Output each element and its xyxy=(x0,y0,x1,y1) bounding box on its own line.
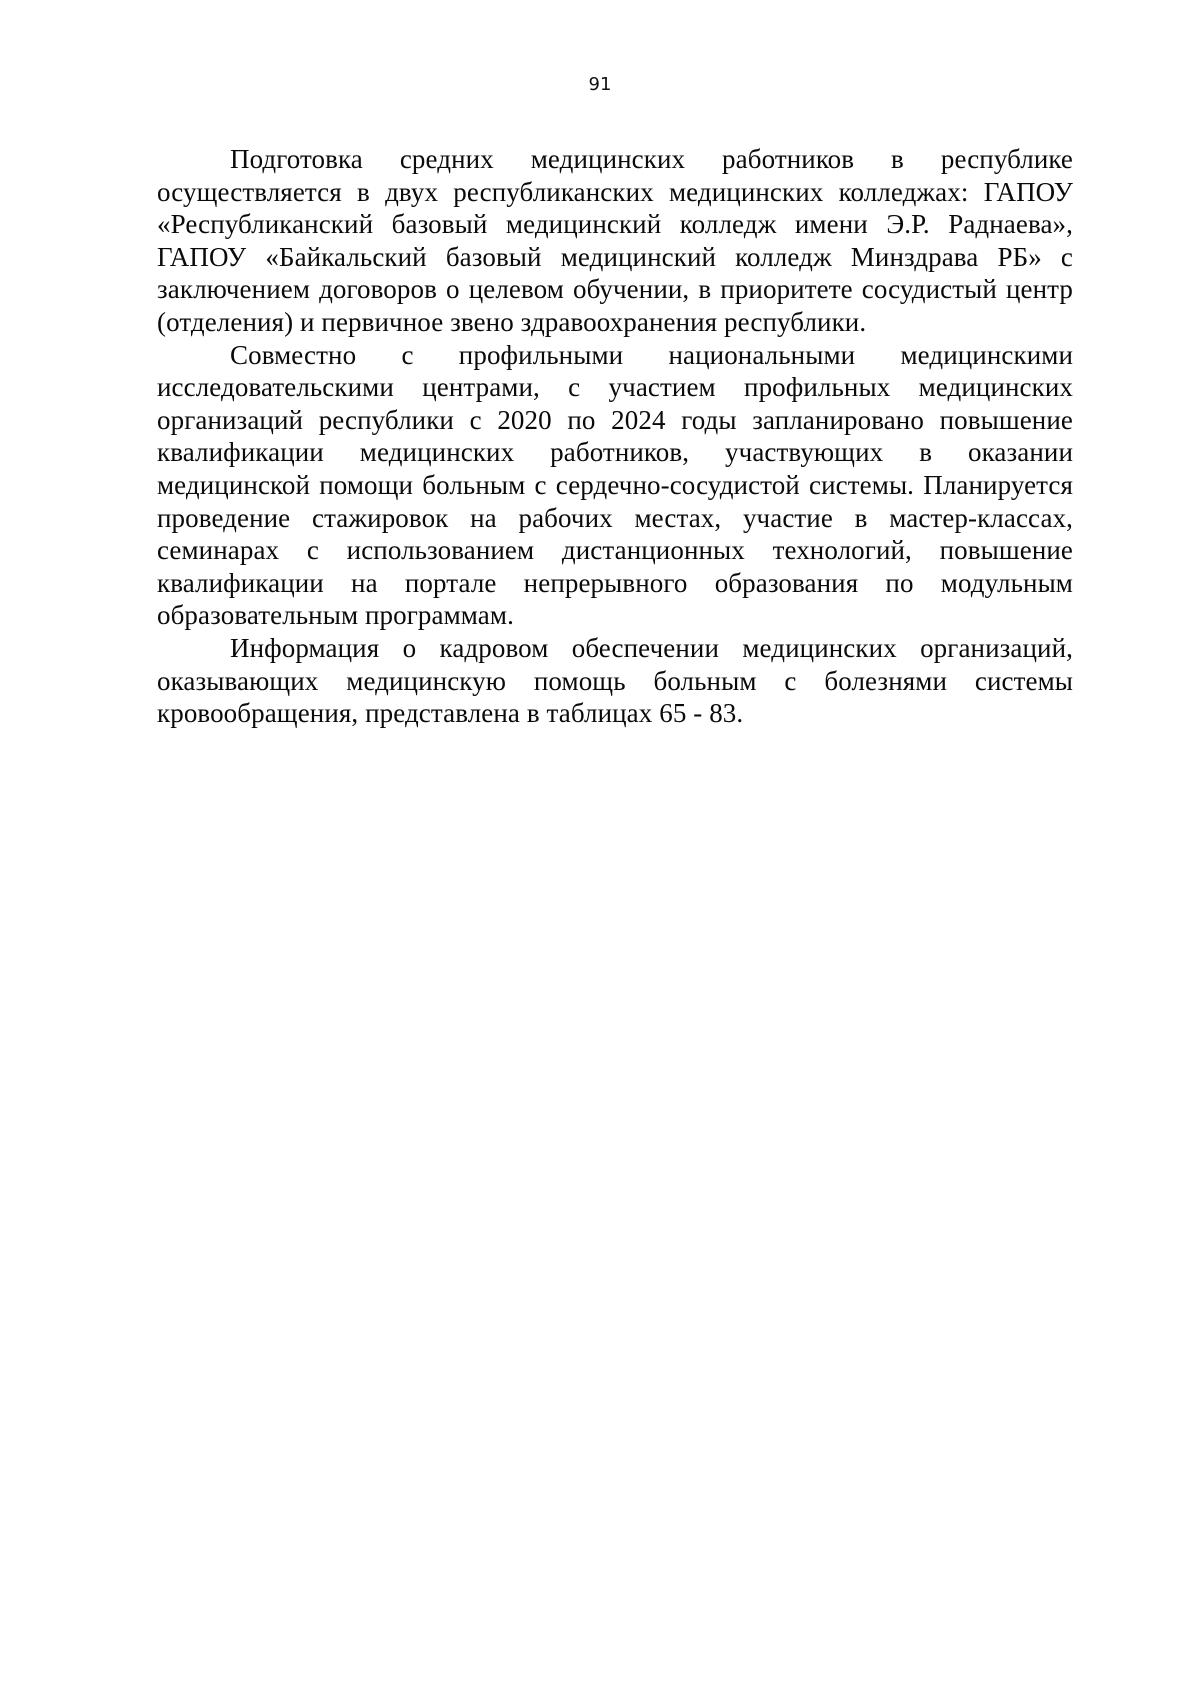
page-number: 91 xyxy=(588,74,612,95)
paragraph-staffing-tables: Информация о кадровом обеспечении медицинских организаций, оказывающих медицинскую помощь больным с болезнями системы кровообращения, представлена в таблицах 65 - 83. xyxy=(157,632,1073,729)
paragraph-qualification-program: Совместно с профильными национальными медицинскими исследовательскими центрами, с участием профильных медицинских организаций республики с 2020 по 2024 годы запланировано повышение квалификации медицинских работников, участвующих в оказании медицинской помощи больным с сердечно-сосудистой системы. Планируется проведение стажировок на рабочих местах, участие в мастер-классах, семинарах с использованием дистанционных технологий, повышение квалификации на портале непрерывного образования по модульным образовательным программам. xyxy=(157,339,1073,631)
body-text xyxy=(157,143,1073,730)
paragraph-training-colleges: Подготовка средних медицинских работников в республике осуществляется в двух республиканских медицинских колледжах: ГАПОУ «Республиканский базовый медицинский колледж имени Э.Р. Раднаева», ГАПОУ «Байкальский базовый медицинский колледж Минздрава РБ» с заключением договоров о целевом обучении, в приоритете сосудистый центр (отделения) и первичное звено здравоохранения республики. xyxy=(157,144,1073,337)
